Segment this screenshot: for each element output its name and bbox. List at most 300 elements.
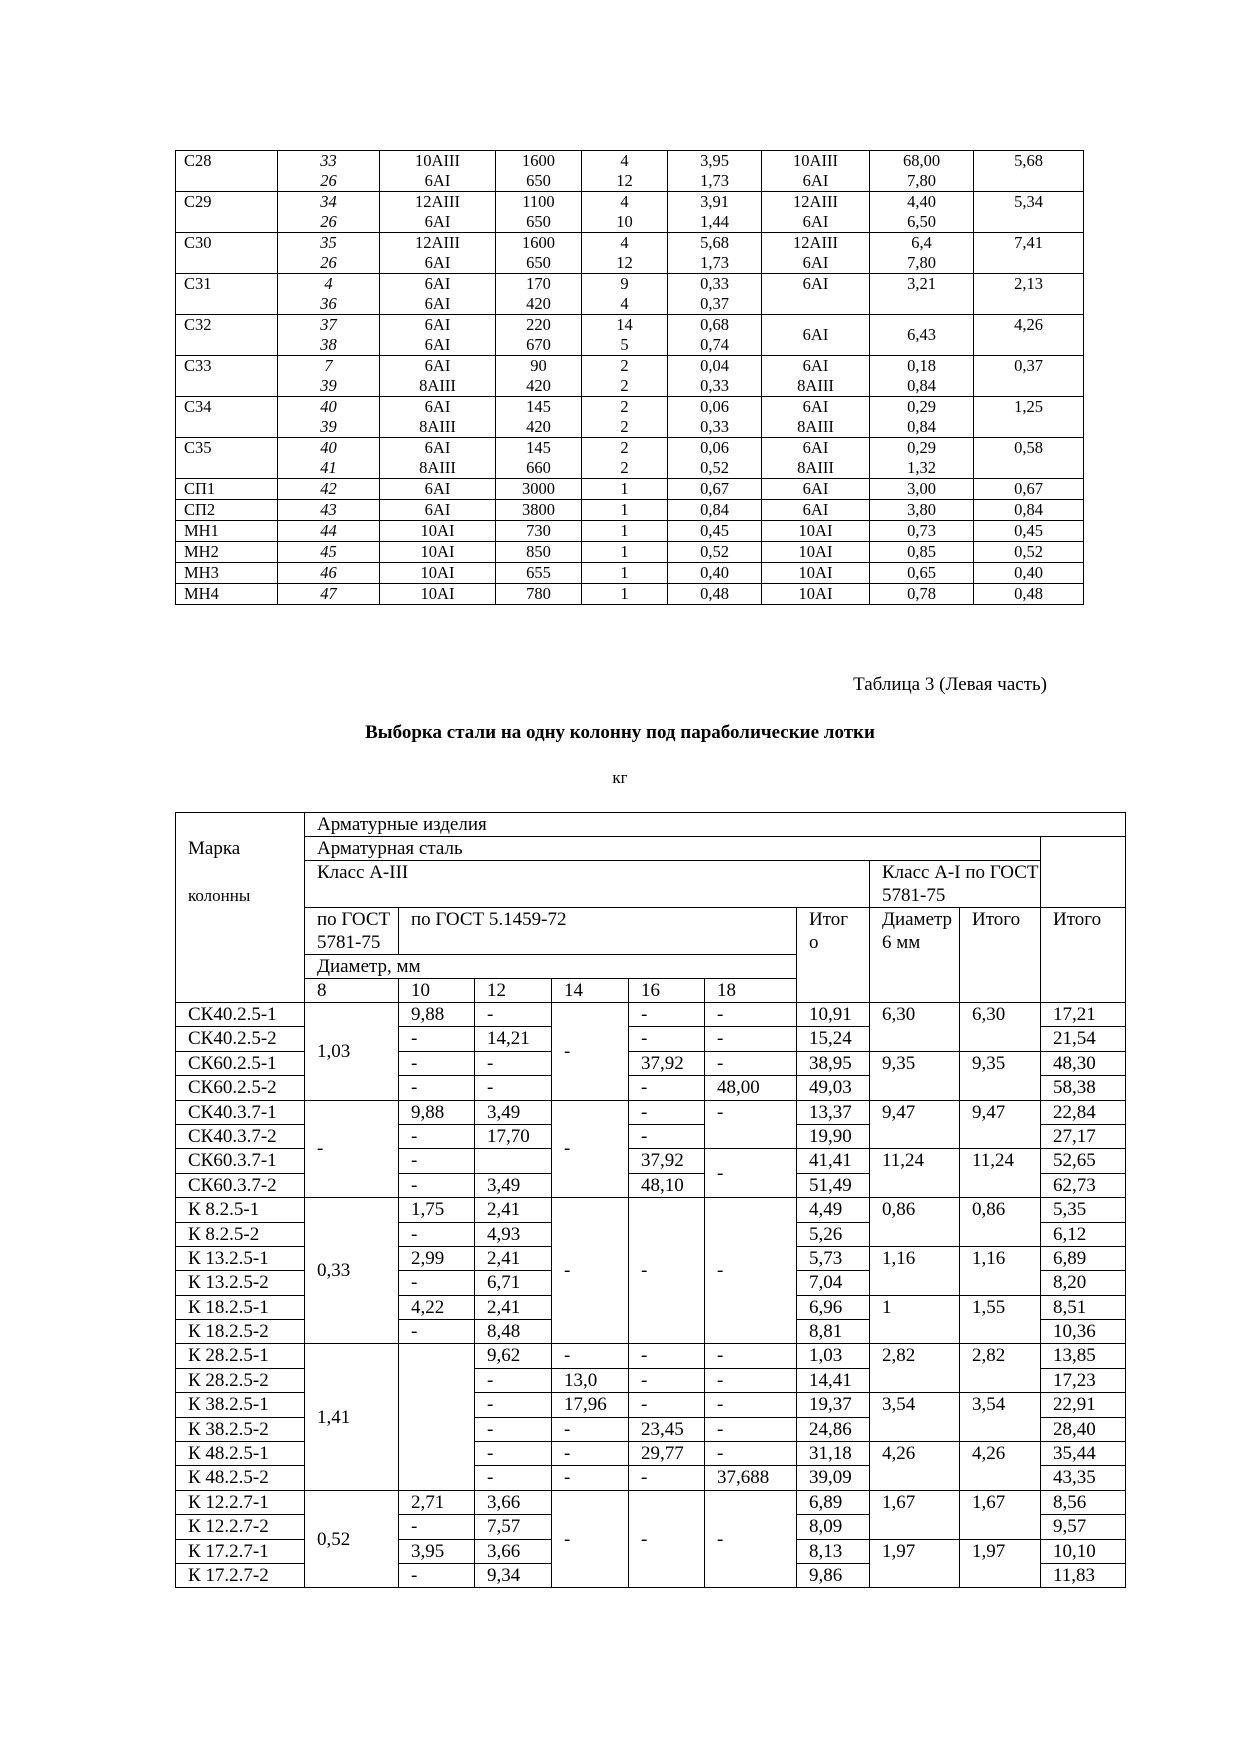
position-cell: [278, 192, 380, 233]
table-row: [176, 1490, 1126, 1514]
position: 35: [320, 233, 337, 252]
d10-value: -: [399, 1563, 475, 1587]
d16-value: -: [629, 1393, 705, 1417]
total-value: 9,57: [1041, 1515, 1126, 1539]
diameter-summary-cell: [762, 151, 870, 192]
bar-diameter: 6АI: [424, 397, 451, 416]
unit-label: кг: [612, 768, 628, 787]
total-length: 0,84: [907, 417, 936, 436]
d10-value: -: [399, 1051, 475, 1075]
row-mark: К 48.2.5-2: [176, 1466, 305, 1490]
header-diameter-1: 10: [399, 979, 475, 1003]
diam6-value: 9,47: [870, 1100, 960, 1149]
header-diameter-3: 14: [552, 979, 629, 1003]
bar-quantity: 10: [616, 212, 633, 231]
d10-value: 1,75: [399, 1198, 475, 1222]
d12-value: -: [475, 1003, 552, 1027]
diameter-summary: 8АIII: [797, 458, 834, 477]
total-length: 1,32: [907, 458, 936, 477]
d16-value: -: [629, 1124, 705, 1148]
position: 26: [320, 171, 337, 190]
bar-mass-cell: [668, 192, 762, 233]
diameter-summary: 10АI: [798, 563, 833, 582]
itog-value: 19,37: [797, 1393, 870, 1417]
total-value: 28,40: [1041, 1417, 1126, 1441]
bar-length: 850: [526, 542, 551, 561]
bar-diameter-cell: [380, 479, 496, 500]
d14-value: -: [552, 1442, 629, 1466]
d18-value: 37,688: [705, 1466, 797, 1490]
row-mark: СК40.2.5-2: [176, 1027, 305, 1051]
bar-mass-cell: [668, 542, 762, 563]
d16-value: -: [629, 1368, 705, 1392]
d10-value: 3,95: [399, 1539, 475, 1563]
bar-mass-cell: [668, 521, 762, 542]
total-value: 8,20: [1041, 1271, 1126, 1295]
total-value: 17,23: [1041, 1368, 1126, 1392]
row-mark: СК60.2.5-2: [176, 1076, 305, 1100]
itog-value: 7,04: [797, 1271, 870, 1295]
row-mark: С35: [176, 438, 278, 479]
bar-diameter-cell: [380, 584, 496, 605]
header-diameter-5: 18: [705, 979, 797, 1003]
bar-diameter-cell: [380, 563, 496, 584]
total-length-cell: [870, 356, 974, 397]
bar-quantity: 2: [620, 438, 629, 457]
position: 46: [320, 563, 337, 582]
total-length: 3,21: [907, 274, 936, 293]
table-row: [176, 1344, 1126, 1368]
total-length: 6,43: [907, 325, 936, 344]
bar-mass: 0,74: [700, 335, 729, 354]
row-sum: 0,67: [974, 479, 1084, 500]
bar-quantity: 2: [620, 376, 629, 395]
d10-value: -: [399, 1124, 475, 1148]
header-itogo-a3: [797, 908, 870, 1003]
position: 42: [320, 479, 337, 498]
table-row: [176, 192, 1084, 233]
row-mark: К 18.2.5-1: [176, 1295, 305, 1319]
bar-mass-cell: [668, 356, 762, 397]
d12-value: 9,34: [475, 1563, 552, 1587]
d14-value: -: [552, 1003, 629, 1101]
bar-length: 730: [526, 521, 551, 540]
total-length-cell: [870, 315, 974, 356]
bar-length: 780: [526, 584, 551, 603]
a1-itogo-value: 1,97: [960, 1539, 1041, 1588]
d10-value: 9,88: [399, 1100, 475, 1124]
d12-value: 17,70: [475, 1124, 552, 1148]
row-mark: С31: [176, 274, 278, 315]
total-length: 4,40: [907, 192, 936, 211]
bar-length: 1600: [522, 233, 555, 252]
header-gost-5781: по ГОСТ 5781-75: [305, 908, 399, 955]
row-mark: К 12.2.7-1: [176, 1490, 305, 1514]
a1-itogo-value: 4,26: [960, 1442, 1041, 1491]
diam6-value: 1,67: [870, 1490, 960, 1539]
row-sum: 0,58: [974, 438, 1084, 479]
total-length: 6,4: [911, 233, 932, 252]
d16-value: -: [629, 1198, 705, 1344]
d16-value: -: [629, 1003, 705, 1027]
bar-diameter: 6АI: [424, 274, 451, 293]
a1-itogo-value: 0,86: [960, 1198, 1041, 1247]
itog-value: 41,41: [797, 1149, 870, 1173]
total-length: 0,65: [907, 563, 936, 582]
d12-value: 3,66: [475, 1539, 552, 1563]
bar-mass: 5,68: [700, 233, 729, 252]
d16-value: -: [629, 1466, 705, 1490]
total-length-cell: [870, 500, 974, 521]
bar-length: 420: [526, 294, 551, 313]
bar-length: 220: [526, 315, 551, 334]
d16-value: 23,45: [629, 1417, 705, 1441]
row-mark: К 48.2.5-1: [176, 1442, 305, 1466]
d18-value: -: [705, 1393, 797, 1417]
diameter-summary-cell: [762, 233, 870, 274]
bar-length: 660: [526, 458, 551, 477]
position: 47: [320, 584, 337, 603]
table-number-caption: Таблица 3 (Левая часть): [853, 674, 1047, 695]
bar-length: 3800: [522, 500, 555, 519]
a1-itogo-value: 1,16: [960, 1246, 1041, 1295]
d14-value: -: [552, 1344, 629, 1368]
header-mark-column: [176, 813, 305, 1003]
row-mark: С34: [176, 397, 278, 438]
d14-value: -: [552, 1490, 629, 1588]
bar-quantity-cell: [582, 356, 668, 397]
diameter-summary-cell: [762, 542, 870, 563]
bar-quantity-cell: [582, 542, 668, 563]
bar-quantity: 2: [620, 417, 629, 436]
row-mark: К 38.2.5-1: [176, 1393, 305, 1417]
position: 39: [320, 417, 337, 436]
row-sum: 2,13: [974, 274, 1084, 315]
total-length-cell: [870, 397, 974, 438]
diameter-summary: 6АI: [802, 438, 829, 457]
diameter-summary-cell: [762, 500, 870, 521]
d16-value: -: [629, 1490, 705, 1588]
table-row: [176, 397, 1084, 438]
bar-quantity: 1: [620, 563, 629, 582]
total-length-cell: [870, 521, 974, 542]
position-cell: [278, 397, 380, 438]
bar-diameter-cell: [380, 500, 496, 521]
row-mark: МН4: [176, 584, 278, 605]
d16-value: -: [629, 1027, 705, 1051]
bar-mass: 0,45: [700, 521, 729, 540]
bar-mass-cell: [668, 397, 762, 438]
bar-diameter: 10АI: [420, 563, 455, 582]
row-sum: 0,52: [974, 542, 1084, 563]
diameter-summary: 6АI: [802, 212, 829, 231]
d12-value: -: [475, 1417, 552, 1441]
bar-length-cell: [496, 233, 582, 274]
bar-length: 1100: [522, 192, 555, 211]
bar-quantity: 5: [620, 335, 629, 354]
a1-itogo-value: 1,55: [960, 1295, 1041, 1344]
bar-length: 650: [526, 212, 551, 231]
diam6-value: 11,24: [870, 1149, 960, 1198]
bar-diameter: 10АIII: [415, 151, 460, 170]
diam6-value: 2,82: [870, 1344, 960, 1393]
d10-value: -: [399, 1173, 475, 1197]
bar-length-cell: [496, 192, 582, 233]
diameter-summary: 6АI: [802, 325, 829, 344]
d12-value: 8,48: [475, 1320, 552, 1344]
d10-value: 2,71: [399, 1490, 475, 1514]
d10-value: -: [399, 1320, 475, 1344]
position: 44: [320, 521, 337, 540]
bar-mass: 1,73: [700, 253, 729, 272]
itog-value: 51,49: [797, 1173, 870, 1197]
table-body: [176, 1003, 1126, 1588]
d14-value: 17,96: [552, 1393, 629, 1417]
bar-quantity-cell: [582, 192, 668, 233]
total-value: 35,44: [1041, 1442, 1126, 1466]
row-sum: 1,25: [974, 397, 1084, 438]
table-row: [176, 500, 1084, 521]
total-length-cell: [870, 542, 974, 563]
row-sum: 0,45: [974, 521, 1084, 542]
total-value: 6,12: [1041, 1222, 1126, 1246]
bar-length-cell: [496, 500, 582, 521]
total-value: 17,21: [1041, 1003, 1126, 1027]
row-mark: С32: [176, 315, 278, 356]
diam6-value: 6,30: [870, 1003, 960, 1052]
total-value: 27,17: [1041, 1124, 1126, 1148]
bar-length-cell: [496, 274, 582, 315]
total-value: 22,84: [1041, 1100, 1126, 1124]
itog-value: 4,49: [797, 1198, 870, 1222]
bar-mass-cell: [668, 479, 762, 500]
bar-diameter: 8АIII: [419, 417, 456, 436]
bar-quantity: 1: [620, 584, 629, 603]
position: 7: [324, 356, 333, 375]
bar-mass: 1,44: [700, 212, 729, 231]
bar-quantity: 4: [620, 294, 629, 313]
d16-value: 48,10: [629, 1173, 705, 1197]
bar-mass-cell: [668, 233, 762, 274]
d18-value: -: [705, 1100, 797, 1149]
header-class-a1: Класс А-I по ГОСТ 5781-75: [870, 861, 1041, 908]
position-cell: [278, 315, 380, 356]
a1-itogo-value: 3,54: [960, 1393, 1041, 1442]
bar-mass: 0,67: [700, 479, 729, 498]
row-mark: СК60.2.5-1: [176, 1051, 305, 1075]
row-mark: СК40.2.5-1: [176, 1003, 305, 1027]
row-sum: 7,41: [974, 233, 1084, 274]
total-length-cell: [870, 479, 974, 500]
bar-quantity: 2: [620, 458, 629, 477]
bar-quantity-cell: [582, 479, 668, 500]
itog-value: 6,96: [797, 1295, 870, 1319]
itog-value: 8,81: [797, 1320, 870, 1344]
position: 40: [320, 397, 337, 416]
header-gost-5145: по ГОСТ 5.1459-72: [399, 908, 797, 955]
d8-value: 0,33: [305, 1198, 399, 1344]
bar-quantity: 4: [620, 192, 629, 211]
diam6-value: 3,54: [870, 1393, 960, 1442]
position: 33: [320, 151, 337, 170]
bar-diameter: 6АI: [424, 356, 451, 375]
bar-diameter: 10АI: [420, 584, 455, 603]
d8-value: 0,52: [305, 1490, 399, 1588]
bar-diameter: 6АI: [424, 335, 451, 354]
d12-value: 3,66: [475, 1490, 552, 1514]
bar-diameter-cell: [380, 315, 496, 356]
diam6-value: 9,35: [870, 1051, 960, 1100]
d8-value: 1,03: [305, 1003, 399, 1101]
bar-quantity-cell: [582, 315, 668, 356]
bar-length: 145: [526, 438, 551, 457]
position-cell: [278, 584, 380, 605]
d16-value: -: [629, 1100, 705, 1124]
itog-value: 24,86: [797, 1417, 870, 1441]
position: 37: [320, 315, 337, 334]
bar-mass: 0,40: [700, 563, 729, 582]
diameter-summary: 10АI: [798, 542, 833, 561]
d10-value: [399, 1344, 475, 1490]
d12-value: -: [475, 1393, 552, 1417]
bar-length: 650: [526, 171, 551, 190]
total-length: 0,73: [907, 521, 936, 540]
total-length: 0,78: [907, 584, 936, 603]
row-mark: К 8.2.5-2: [176, 1222, 305, 1246]
row-sum: 0,48: [974, 584, 1084, 605]
bar-length: 420: [526, 417, 551, 436]
d12-value: 2,41: [475, 1198, 552, 1222]
d12-value: -: [475, 1051, 552, 1075]
d14-value: -: [552, 1198, 629, 1344]
a1-itogo-value: 11,24: [960, 1149, 1041, 1198]
header-armature-steel: Арматурная сталь: [305, 837, 1041, 861]
header-class-a3: Класс А-III: [305, 861, 870, 908]
d8-value: -: [305, 1100, 399, 1198]
row-mark: К 17.2.7-2: [176, 1563, 305, 1587]
diameter-summary-cell: [762, 192, 870, 233]
d14-value: -: [552, 1100, 629, 1198]
total-length-cell: [870, 233, 974, 274]
d16-value: 37,92: [629, 1051, 705, 1075]
total-length: 0,18: [907, 356, 936, 375]
bar-mass: 0,37: [700, 294, 729, 313]
total-length: 6,50: [907, 212, 936, 231]
row-mark: К 12.2.7-2: [176, 1515, 305, 1539]
diam6-value: 1,97: [870, 1539, 960, 1588]
itog-value: 38,95: [797, 1051, 870, 1075]
total-length: 0,29: [907, 397, 936, 416]
row-mark: СП2: [176, 500, 278, 521]
header-diameter-4: 16: [629, 979, 705, 1003]
total-value: 11,83: [1041, 1563, 1126, 1587]
bar-diameter: 6АI: [424, 438, 451, 457]
d10-value: -: [399, 1076, 475, 1100]
diameter-summary-cell: [762, 438, 870, 479]
bar-length-cell: [496, 542, 582, 563]
d12-value: -: [475, 1368, 552, 1392]
total-length: 0,84: [907, 376, 936, 395]
bar-diameter: 8АIII: [419, 458, 456, 477]
row-mark: МН2: [176, 542, 278, 563]
bar-length-cell: [496, 315, 582, 356]
bar-length: 655: [526, 563, 551, 582]
header-mark-line1: Марка: [188, 838, 241, 859]
table-row: [176, 563, 1084, 584]
diameter-summary: 10АI: [798, 521, 833, 540]
d18-value: 48,00: [705, 1076, 797, 1100]
d18-value: -: [705, 1051, 797, 1075]
d14-value: -: [552, 1466, 629, 1490]
row-mark: С33: [176, 356, 278, 397]
position-cell: [278, 274, 380, 315]
row-mark: К 18.2.5-2: [176, 1320, 305, 1344]
d18-value: -: [705, 1198, 797, 1344]
diameter-summary: 6АI: [802, 171, 829, 190]
d12-value: 14,21: [475, 1027, 552, 1051]
diameter-summary-cell: [762, 356, 870, 397]
table-row: [176, 356, 1084, 397]
total-value: 52,65: [1041, 1149, 1126, 1173]
d12-value: 2,41: [475, 1246, 552, 1270]
d12-value: 3,49: [475, 1173, 552, 1197]
bar-diameter-cell: [380, 274, 496, 315]
bar-mass-cell: [668, 274, 762, 315]
bar-quantity: 1: [620, 479, 629, 498]
table-row: [176, 233, 1084, 274]
d14-value: 13,0: [552, 1368, 629, 1392]
itog-value: 14,41: [797, 1368, 870, 1392]
itog-value: 6,89: [797, 1490, 870, 1514]
bar-mass: 0,84: [700, 500, 729, 519]
bar-diameter: 8АIII: [419, 376, 456, 395]
d18-value: -: [705, 1490, 797, 1588]
position: 41: [320, 458, 337, 477]
table-row: [176, 1003, 1126, 1027]
bar-length-cell: [496, 397, 582, 438]
bar-length-cell: [496, 479, 582, 500]
diameter-summary: 6АI: [802, 479, 829, 498]
diameter-summary-cell: [762, 315, 870, 356]
bar-diameter: 6АI: [424, 315, 451, 334]
table-title: Выборка стали на одну колонну под параболические лотки: [365, 722, 875, 743]
bar-mass: 0,52: [700, 542, 729, 561]
bar-length: 90: [530, 356, 547, 375]
d12-value: -: [475, 1466, 552, 1490]
bar-length-cell: [496, 356, 582, 397]
row-mark: СК40.3.7-1: [176, 1100, 305, 1124]
bar-quantity: 1: [620, 500, 629, 519]
bar-quantity: 12: [616, 171, 633, 190]
bar-mass: 0,68: [700, 315, 729, 334]
bar-mass: 0,52: [700, 458, 729, 477]
bar-length: 170: [526, 274, 551, 293]
bar-quantity-cell: [582, 438, 668, 479]
bar-diameter-cell: [380, 356, 496, 397]
row-mark: К 38.2.5-2: [176, 1417, 305, 1441]
d16-value: -: [629, 1344, 705, 1368]
bar-quantity: 12: [616, 253, 633, 272]
row-mark: С28: [176, 151, 278, 192]
row-sum: 0,37: [974, 356, 1084, 397]
d12-value: [475, 1149, 552, 1173]
bar-quantity-cell: [582, 500, 668, 521]
table-row: [176, 315, 1084, 356]
total-value: 58,38: [1041, 1076, 1126, 1100]
header-diam-6: [870, 908, 960, 1003]
table-row: [176, 542, 1084, 563]
header-diameter-2: 12: [475, 979, 552, 1003]
